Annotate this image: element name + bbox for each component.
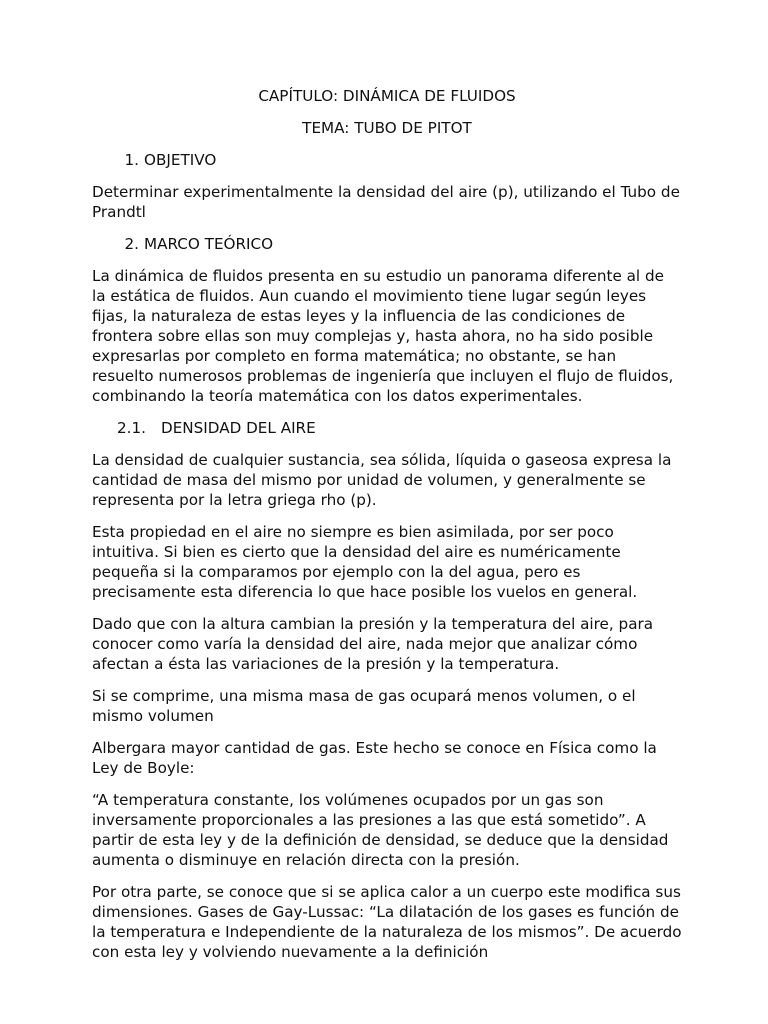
section-heading-densidad-del-aire — [92, 418, 682, 438]
paragraph-densidad-6: “A temperatura constante, los volúmenes ocupados por un gas son inversamente proporcionales a las presiones a las que está sometido”. A partir de esta ley y de la definición de densidad, se deduce que la densidad aumenta o disminuye en relación directa con la presión. — [92, 791, 669, 869]
paragraph-objetivo: Determinar experimentalmente la densidad del aire (p), utilizando el Tubo de Prandtl — [92, 183, 680, 221]
paragraph-densidad-3: Dado que con la altura cambian la presión y la temperatura del aire, para conocer como varía la densidad del aire, nada mejor que analizar cómo afectan a ésta las variaciones de la presión y la temperatura. — [92, 615, 654, 673]
paragraph-marco-teorico: La dinámica de fluidos presenta en su estudio un panorama diferente al de la estática de fluidos. Aun cuando el movimiento tiene lugar según leyes fijas, la naturaleza de estas leyes y la influencia de las condiciones de frontera sobre ellas son muy complejas y, hasta ahora, no ha sido posible expresarlas por completo en forma matemática; no obstante, se han resuelto numerosos problemas de ingeniería que incluyen el flujo de fluidos, combinando la teoría matemática con los datos experimentales. — [92, 267, 674, 405]
topic-title: TEMA: TUBO DE PITOT — [302, 119, 472, 137]
chapter-title: CAPÍTULO: DINÁMICA DE FLUIDOS — [258, 87, 516, 105]
paragraph-densidad-7: Por otra parte, se conoce que si se aplica calor a un cuerpo este modifica sus dimensiones. Gases de Gay-Lussac: “La dilatación de los gases es función de la temperatura e Independiente de la naturaleza de los mismos”. De acuerdo con esta ley y volviendo nuevamente a la definición — [92, 883, 682, 961]
section-heading-objetivo — [92, 150, 682, 170]
paragraph-densidad-5: Albergara mayor cantidad de gas. Este hecho se conoce en Física como la Ley de Boyle: — [92, 739, 657, 777]
paragraph-densidad-1: La densidad de cualquier sustancia, sea sólida, líquida o gaseosa expresa la cantidad de masa del mismo por unidad de volumen, y generalmente se representa por la letra griega rho (p). — [92, 451, 672, 509]
section-heading-marco-teorico — [92, 234, 682, 254]
paragraph-densidad-4: Si se comprime, una misma masa de gas ocupará menos volumen, o el mismo volumen — [92, 687, 636, 725]
section-title: MARCO TEÓRICO — [144, 235, 274, 253]
section-title: DENSIDAD DEL AIRE — [161, 419, 316, 437]
paragraph-densidad-2: Esta propiedad en el aire no siempre es bien asimilada, por ser poco intuitiva. Si bien es cierto que la densidad del aire es numéricamente pequeña si la comparamos por ejemplo con la del agua, pero es precisamente esta diferencia lo que hace posible los vuelos en general. — [92, 523, 638, 601]
section-number: 2. — [124, 235, 139, 253]
document-page — [92, 86, 682, 974]
section-title: OBJETIVO — [144, 151, 217, 169]
section-number: 1. — [124, 151, 139, 169]
section-number: 2.1. — [117, 419, 146, 437]
